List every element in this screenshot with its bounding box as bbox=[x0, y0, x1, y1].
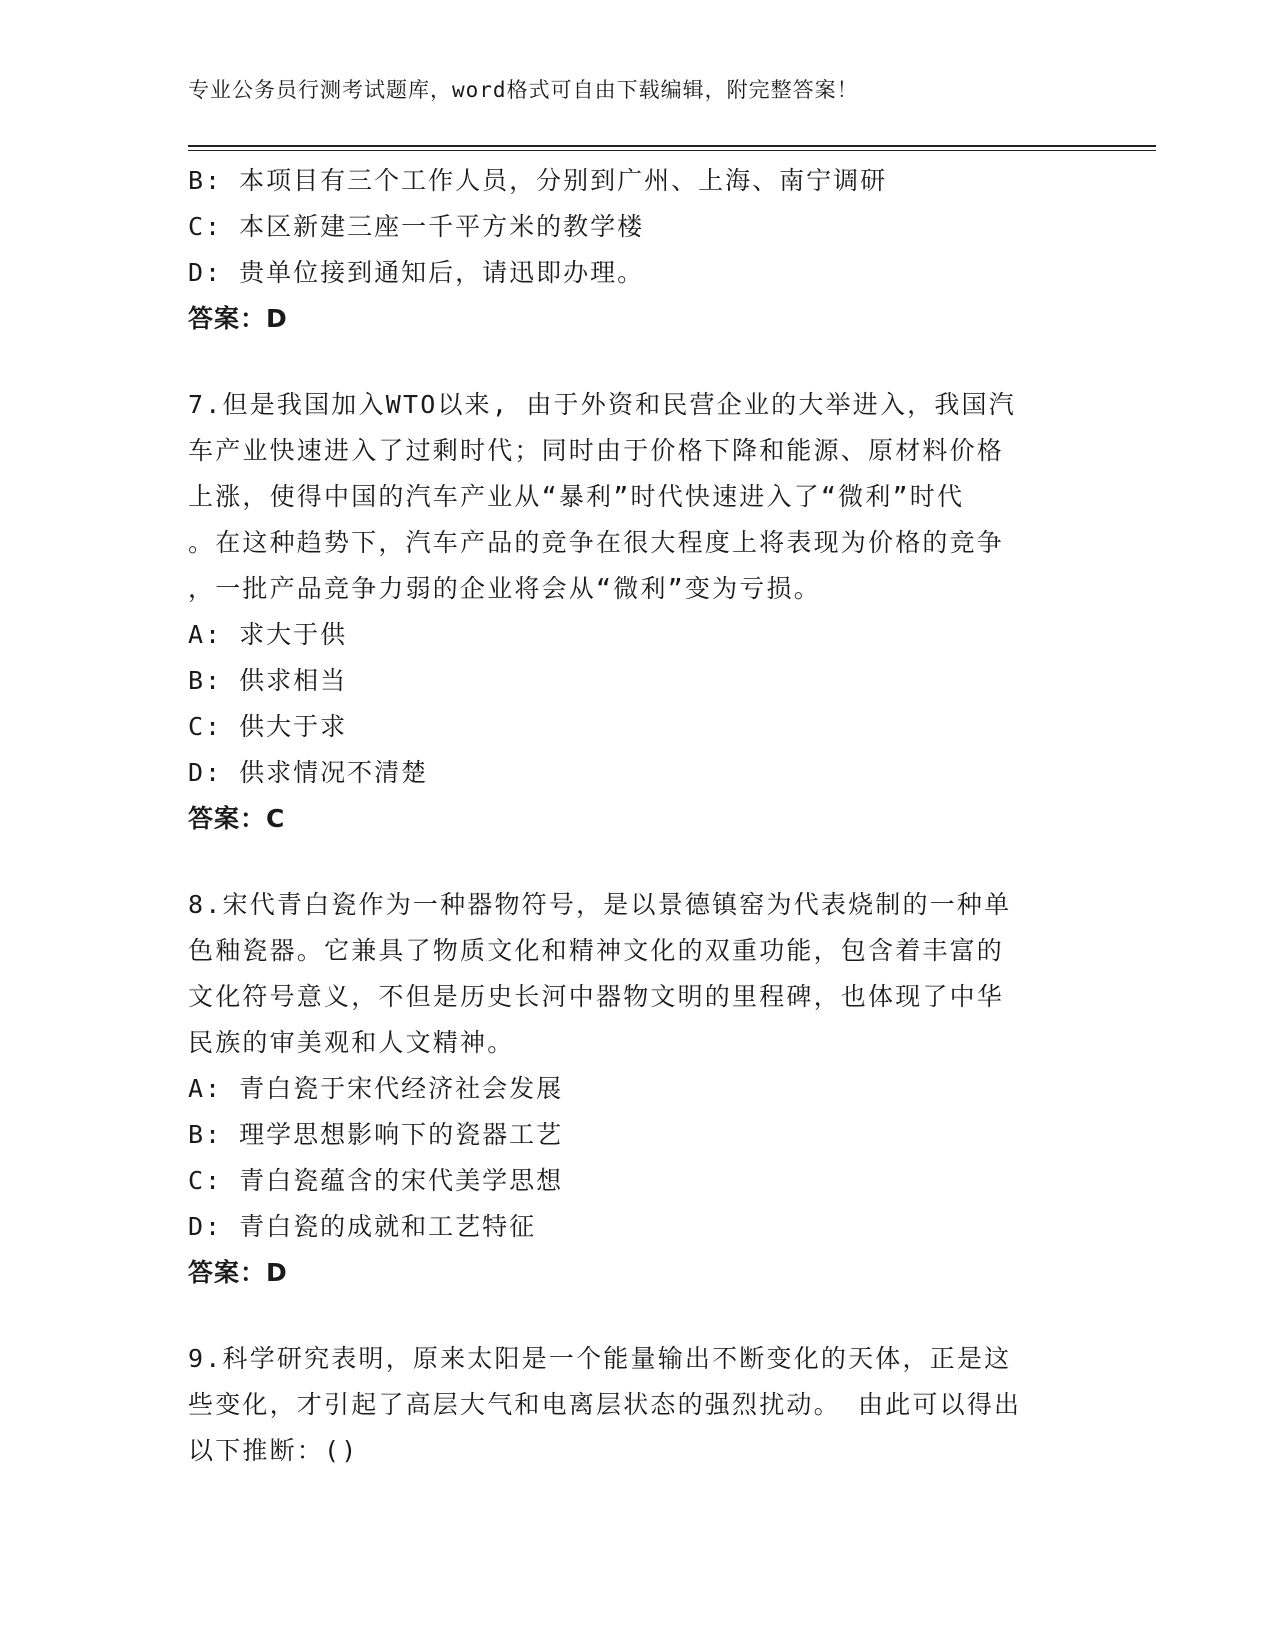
answer: 答案：D bbox=[188, 304, 288, 333]
question-text-line: ，一批产品竞争力弱的企业将会从“微利”变为亏损。 bbox=[188, 574, 821, 603]
option-d: D: 供求情况不清楚 bbox=[188, 758, 429, 787]
question-text-line: 9.科学研究表明，原来太阳是一个能量输出不断变化的天体，正是这 bbox=[188, 1344, 1012, 1373]
option-a: A: 求大于供 bbox=[188, 620, 348, 649]
question-text-line: 8.宋代青白瓷作为一种器物符号，是以景德镇窑为代表烧制的一种单 bbox=[188, 890, 1012, 919]
option-d: D: 青白瓷的成就和工艺特征 bbox=[188, 1212, 537, 1241]
option-c: C: 供大于求 bbox=[188, 712, 348, 741]
answer: 答案：D bbox=[188, 1258, 288, 1287]
header-rule-thin bbox=[188, 150, 1156, 151]
question-text-line: 上涨，使得中国的汽车产业从“暴利”时代快速进入了“微利”时代 bbox=[188, 482, 965, 511]
prev-question bbox=[188, 158, 1068, 342]
question-text-line: 民族的审美观和人文精神。 bbox=[188, 1028, 515, 1057]
question-7 bbox=[188, 382, 1068, 842]
question-9 bbox=[188, 1336, 1068, 1474]
option-c: C: 本区新建三座一千平方米的教学楼 bbox=[188, 212, 645, 241]
question-content bbox=[188, 158, 1068, 1474]
page-header: 专业公务员行测考试题库，word格式可自由下载编辑，附完整答案！ bbox=[188, 78, 859, 102]
question-text-line: 以下推断：() bbox=[188, 1436, 359, 1465]
option-b: B: 理学思想影响下的瓷器工艺 bbox=[188, 1120, 564, 1149]
question-text-line: 。在这种趋势下，汽车产品的竞争在很大程度上将表现为价格的竞争 bbox=[188, 528, 1005, 557]
question-text-line: 些变化，才引起了高层大气和电离层状态的强烈扰动。 由此可以得出 bbox=[188, 1390, 1022, 1419]
header-rule-thick bbox=[188, 145, 1156, 147]
question-text-line: 7.但是我国加入WTO以来, 由于外资和民营企业的大举进入，我国汽 bbox=[188, 390, 1016, 419]
option-d: D: 贵单位接到通知后，请迅即办理。 bbox=[188, 258, 645, 287]
option-b: B: 本项目有三个工作人员，分别到广州、上海、南宁调研 bbox=[188, 166, 888, 195]
option-b: B: 供求相当 bbox=[188, 666, 348, 695]
question-8 bbox=[188, 882, 1068, 1296]
question-text-line: 色釉瓷器。它兼具了物质文化和精神文化的双重功能，包含着丰富的 bbox=[188, 936, 1005, 965]
question-text-line: 文化符号意义，不但是历史长河中器物文明的里程碑，也体现了中华 bbox=[188, 982, 1005, 1011]
question-text-line: 车产业快速进入了过剩时代；同时由于价格下降和能源、原材料价格 bbox=[188, 436, 1005, 465]
option-c: C: 青白瓷蕴含的宋代美学思想 bbox=[188, 1166, 564, 1195]
option-a: A: 青白瓷于宋代经济社会发展 bbox=[188, 1074, 564, 1103]
answer: 答案：C bbox=[188, 804, 286, 833]
